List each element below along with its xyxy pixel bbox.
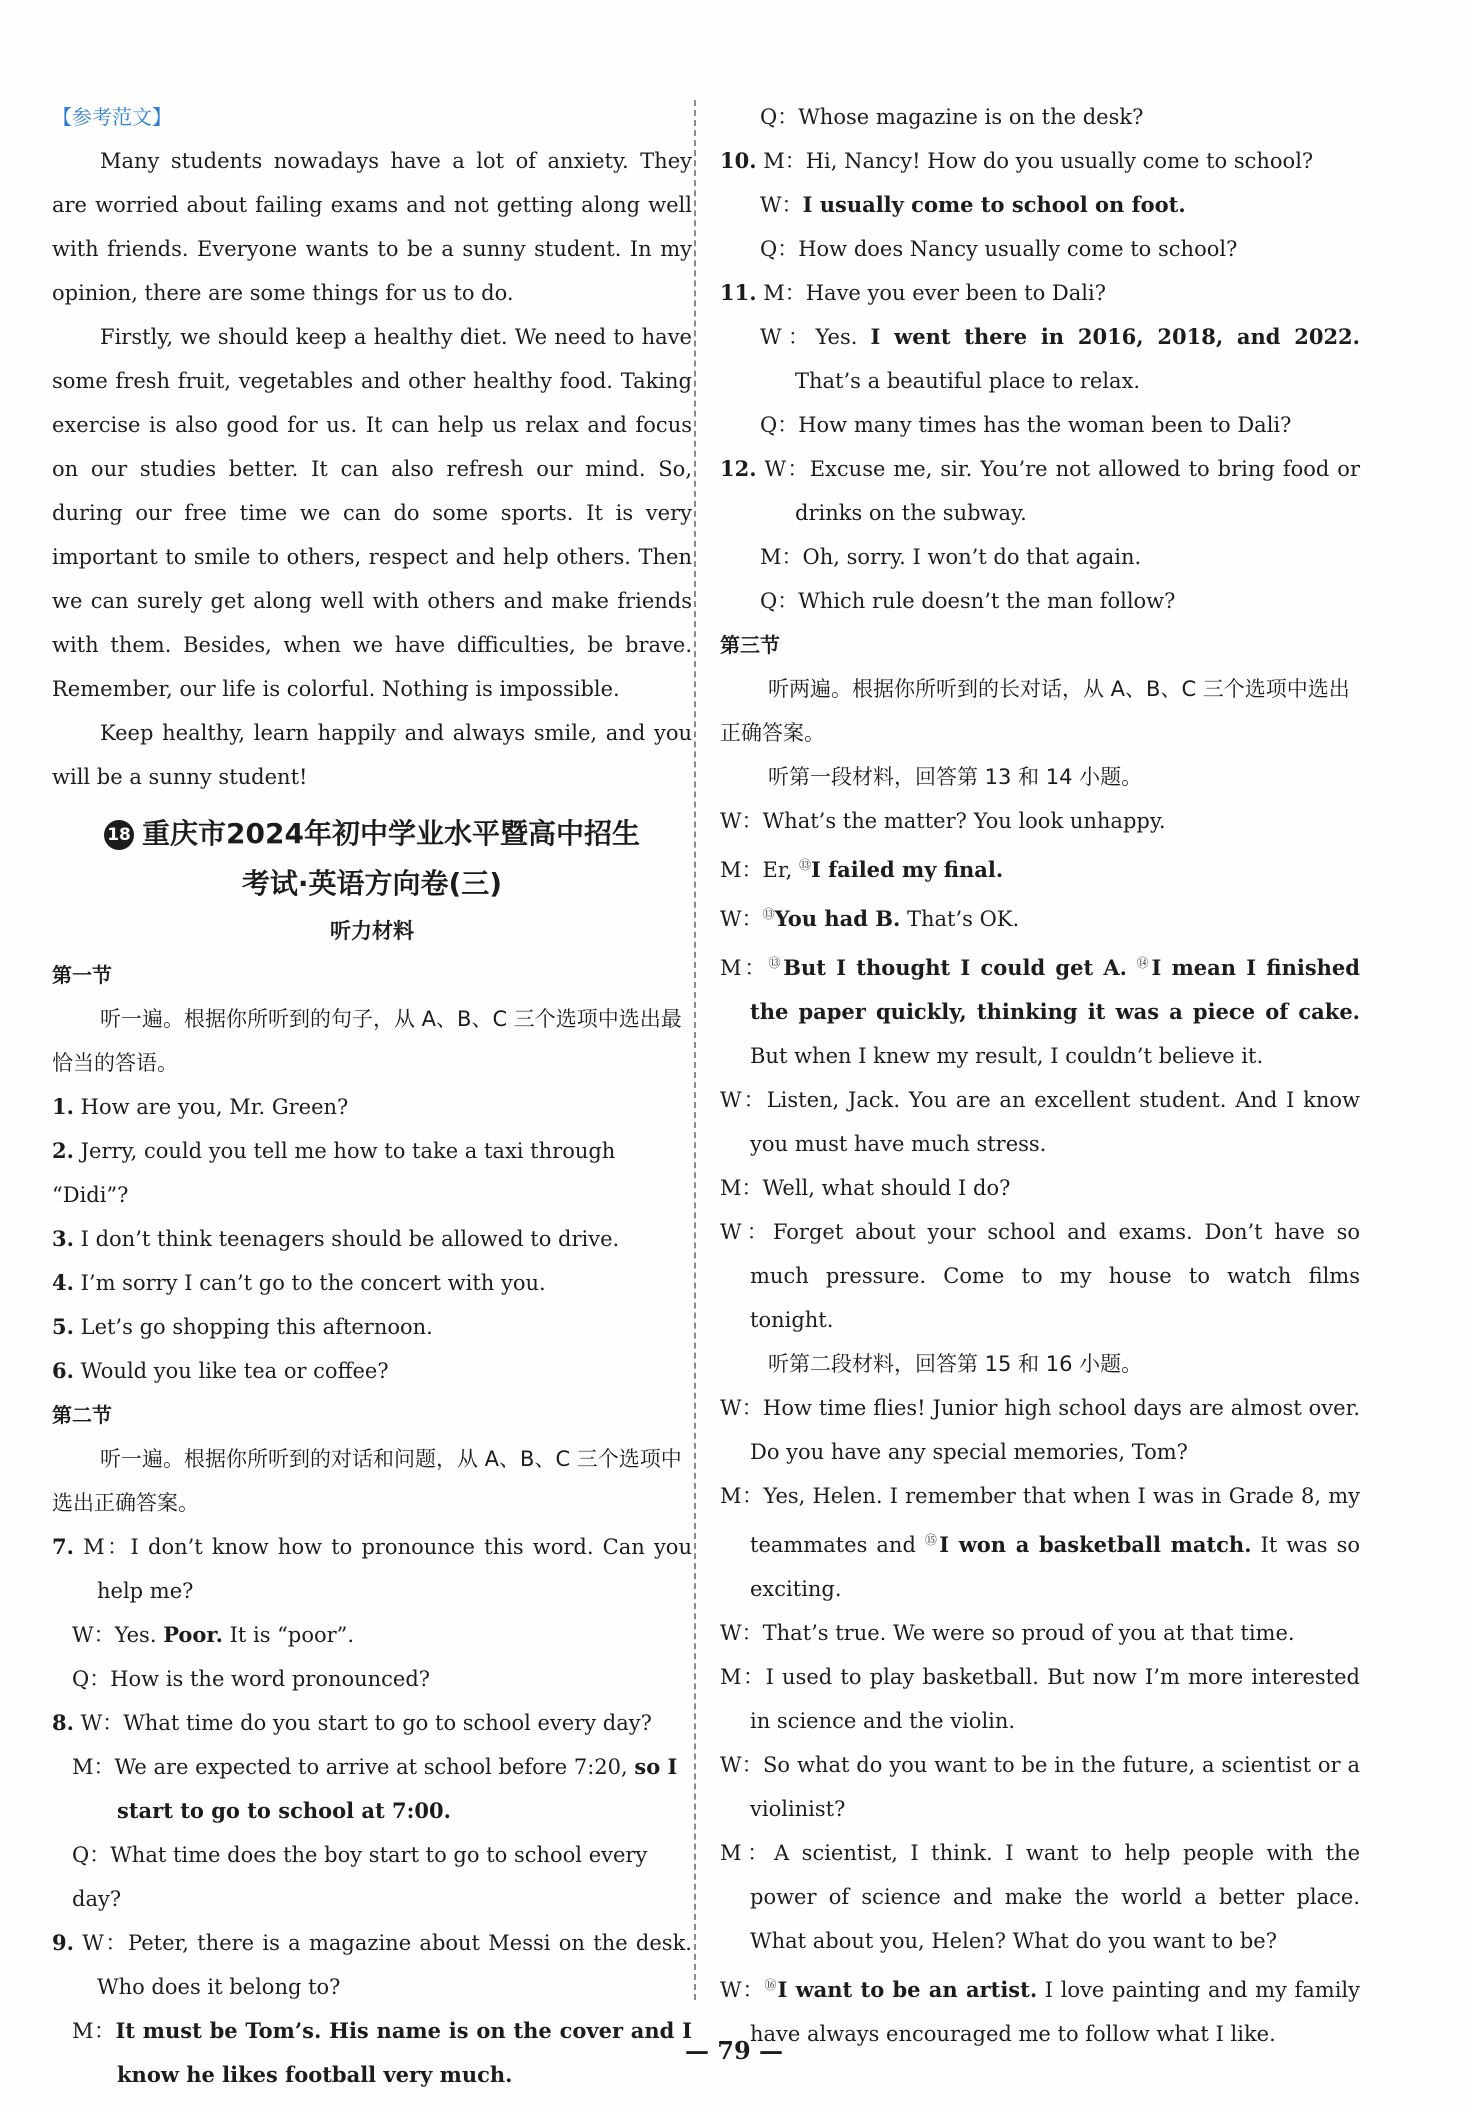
essay-paragraph-1: Many students nowadays have a lot of anxiety. They are worried about failing exams and not getting along well with friends. Everyone wants to be a sunny student. In my opinion, there are some things for us to do.	[52, 149, 692, 305]
page-number: — 79 —	[684, 2036, 784, 2065]
paper-title-line-1: 重庆市2024年初中学业水平暨高中招生	[142, 817, 640, 850]
dialogue-line: W：Forget about your school and exams. Don’t have so much pressure. Come to my house to watch films tonight.	[720, 1220, 1360, 1332]
dialogue-line: W：That’s true. We were so proud of you at that time.	[720, 1621, 1295, 1645]
essay-paragraph-3: Keep healthy, learn happily and always smile, and you will be a sunny student!	[52, 721, 692, 789]
right-column	[720, 95, 1360, 2056]
dialogue-line: W：How time flies! Junior high school days are almost over. Do you have any special memories, Tom?	[720, 1396, 1360, 1464]
section-1-heading: 第一节	[52, 963, 112, 987]
list-item: 4. I’m sorry I can’t go to the concert with you.	[52, 1270, 546, 1295]
dialogue-line: W：⑬You had B. That’s OK.	[720, 906, 1020, 931]
section-3-instructions: 听两遍。根据你所听到的长对话，从 A、B、C 三个选项中选出正确答案。	[720, 677, 1350, 745]
dialogue-line: M：Er, ⑬I failed my final.	[720, 857, 1004, 882]
list-item: 2. Jerry, could you tell me how to take a taxi through “Didi”?	[52, 1138, 616, 1207]
question-8: 8. W：What time do you start to go to school every day? M：We are expected to arrive at school before 7:20, so I start to go to school at 7:00. Q：What time does the boy start to go to school every day?	[52, 1710, 678, 1911]
paper-title	[52, 809, 692, 909]
column-divider	[694, 100, 696, 2000]
question-7: 7. M：I don’t know how to pronounce this word. Can you help me? W：Yes. Poor. It is “poor”. Q：How is the word pronounced?	[52, 1534, 692, 1691]
section-2-instructions: 听一遍。根据你所听到的对话和问题，从 A、B、C 三个选项中选出正确答案。	[52, 1447, 682, 1515]
question-12: 12. W：Excuse me, sir. You’re not allowed to bring food or drinks on the subway. M：Oh, sorry. I won’t do that again. Q：Which rule doesn’t the man follow?	[720, 456, 1360, 613]
dialogue-line: W：What’s the matter? You look unhappy.	[720, 809, 1166, 833]
section-subtitle: 听力材料	[330, 919, 414, 943]
dialogue-line: W：⑯I want to be an artist. I love painting and my family have always encouraged me to follow what I like.	[720, 1977, 1360, 2046]
material-2-heading: 听第二段材料，回答第 15 和 16 小题。	[768, 1352, 1143, 1376]
dialogue-line: M：I used to play basketball. But now I’m more interested in science and the violin.	[720, 1665, 1360, 1733]
question-11: 11. M：Have you ever been to Dali? W：Yes. I went there in 2016, 2018, and 2022. That’s a beautiful place to relax. Q：How many times has the woman been to Dali?	[720, 280, 1360, 437]
dialogue-line: W：Listen, Jack. You are an excellent student. And I know you must have much stress.	[720, 1088, 1360, 1156]
dialogue-line: W：So what do you want to be in the future, a scientist or a violinist?	[720, 1753, 1360, 1821]
material-1-heading: 听第一段材料，回答第 13 和 14 小题。	[768, 765, 1143, 789]
dialogue-line: M：Yes, Helen. I remember that when I was in Grade 8, my teammates and ⑮I won a basketball match. It was so exciting.	[720, 1484, 1360, 1601]
dialogue-2	[720, 1386, 1360, 2056]
dialogue-line: M：A scientist, I think. I want to help people with the power of science and make the world a better place. What about you, Helen? What do you want to be?	[720, 1841, 1360, 1953]
section-1-instructions: 听一遍。根据你所听到的句子，从 A、B、C 三个选项中选出最恰当的答语。	[52, 1007, 682, 1075]
dialogue-line: M：Well, what should I do?	[720, 1176, 1011, 1200]
section-1-list	[52, 1085, 692, 1393]
section-3-heading: 第三节	[720, 633, 780, 657]
left-column	[52, 95, 692, 2097]
dialogue-line: M：⑬But I thought I could get A. ⑭I mean I finished the paper quickly, thinking it was a piece of cake. But when I knew my result, I couldn’t believe it.	[720, 955, 1360, 1068]
paper-number-badge: 18	[104, 820, 134, 850]
list-item: 1. How are you, Mr. Green?	[52, 1094, 349, 1119]
list-item: 6. Would you like tea or coffee?	[52, 1358, 389, 1383]
section-2-heading: 第二节	[52, 1403, 112, 1427]
list-item: 3. I don’t think teenagers should be allowed to drive.	[52, 1226, 620, 1251]
dialogue-1	[720, 799, 1360, 1342]
essay-paragraph-2: Firstly, we should keep a healthy diet. We need to have some fresh fruit, vegetables and other healthy food. Taking exercise is also good for us. It can help us relax and focus on our studies better. It can also refresh our mind. So, during our free time we can do some sports. It is very important to smile to others, respect and help others. Then we can surely get along well with others and make friends with them. Besides, when we have difficulties, be brave. Remember, our life is colorful. Nothing is impossible.	[52, 325, 692, 701]
reference-essay-tag: 【参考范文】	[52, 105, 172, 129]
question-9: 9. W：Peter, there is a magazine about Messi on the desk. Who does it belong to? M：It must be Tom’s. His name is on the cover and I know he likes football very much.	[52, 1930, 692, 2087]
paper-title-line-2: 考试·英语方向卷(三)	[241, 867, 503, 900]
question-10: 10. M：Hi, Nancy! How do you usually come to school? W：I usually come to school on foot. Q：How does Nancy usually come to school?	[720, 148, 1314, 261]
list-item: 5. Let’s go shopping this afternoon.	[52, 1314, 433, 1339]
question-9-question: Q：Whose magazine is on the desk?	[760, 105, 1144, 129]
